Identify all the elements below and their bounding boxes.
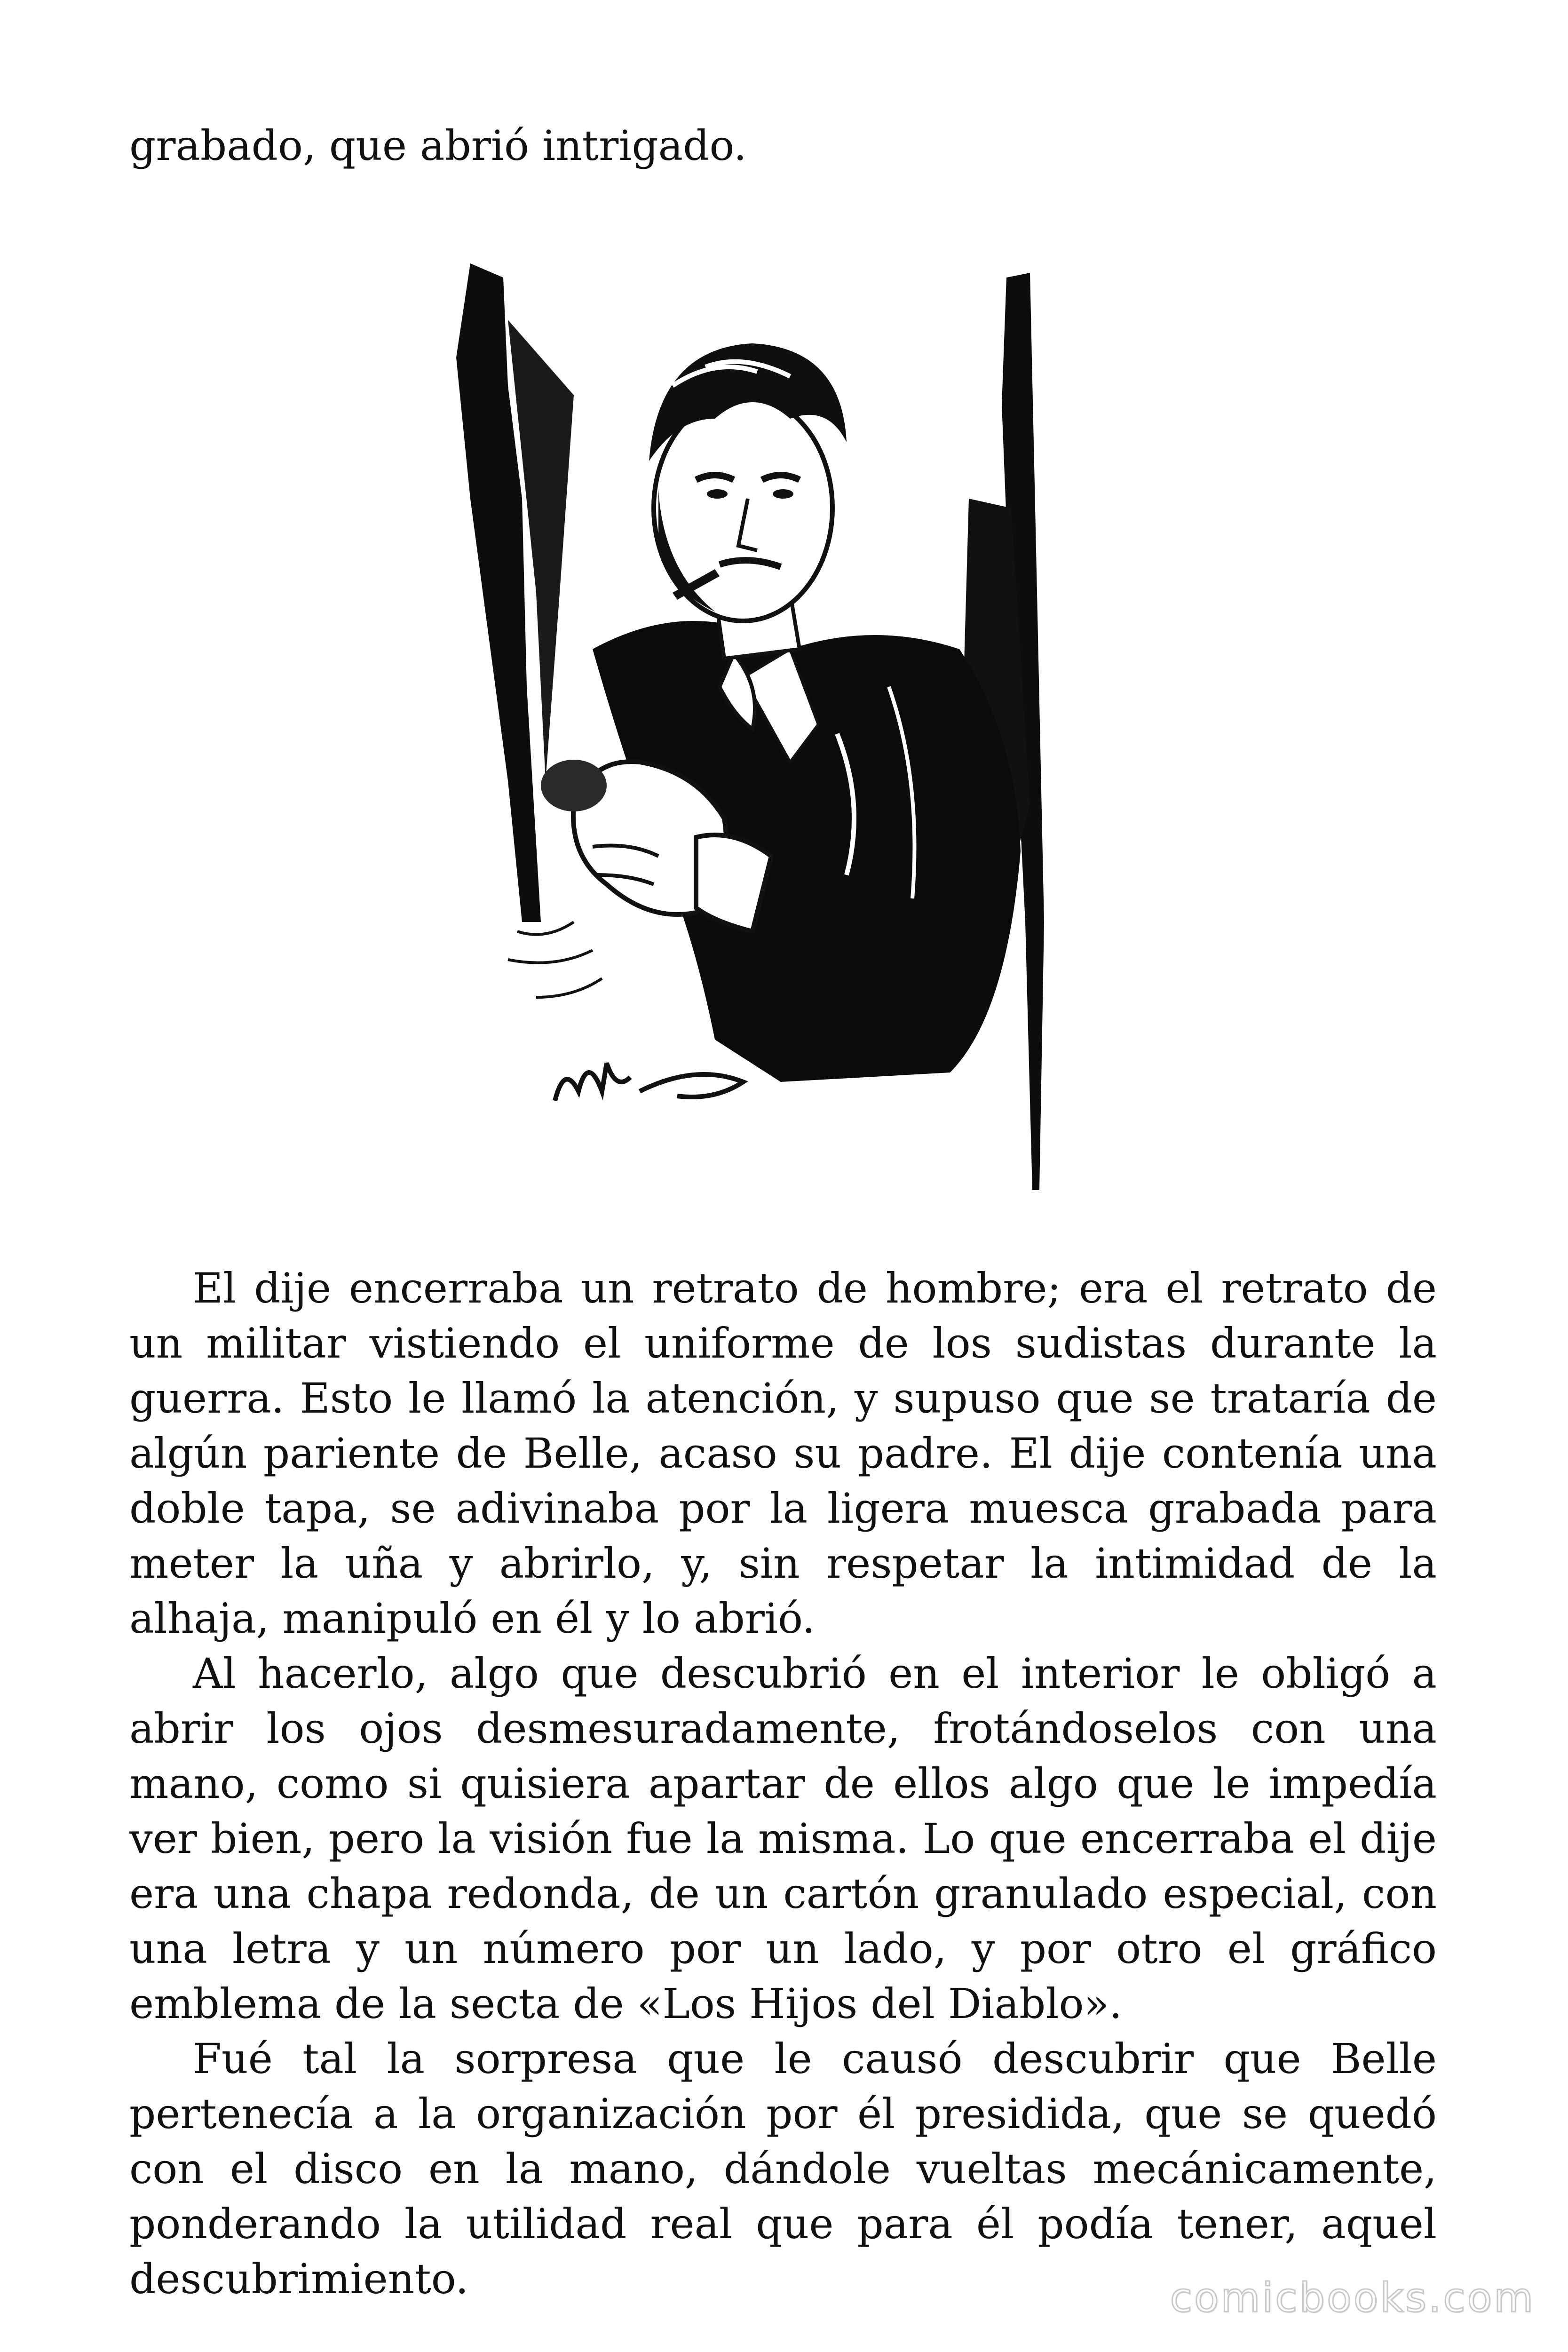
- body-text: [129, 1261, 1437, 2306]
- man-portrait-illustration: [451, 263, 1082, 1190]
- watermark: comicbooks.com: [1170, 2274, 1535, 2321]
- paragraph: Fué tal la sorpresa que le causó descubrir que Belle pertenecía a la organización por él presidida, que se quedó con el disco en la mano, dándole vueltas mecánicamente, ponderando la utilidad real que para él podía tener, aquel descubrimiento.: [129, 2034, 1437, 2303]
- paragraph: Al hacerlo, algo que descubrió en el interior le obligó a abrir los ojos desmesuradamente, frotándoselos con una mano, como si quisiera apartar de ellos algo que le impedía ver bien, pero la visión fue la misma. Lo que encerraba el dije era una chapa redonda, de un cartón granulado especial, con una letra y un número por un lado, y por otro el gráfico emblema de la secta de «Los Hijos del Diablo».: [129, 1649, 1437, 2028]
- top-text-line: grabado, que abrió intrigado.: [129, 121, 747, 170]
- paragraph: El dije encerraba un retrato de hombre; era el retrato de un militar vistiendo el uniforme de los sudistas durante la guerra. Esto le llamó la atención, y supuso que se trataría de algún pariente de Belle, acaso su padre. El dije contenía una doble tapa, se adivinaba por la ligera muesca grabada para meter la uña y abrirlo, y, sin respetar la intimidad de la alhaja, manipuló en él y lo abrió.: [129, 1264, 1437, 1643]
